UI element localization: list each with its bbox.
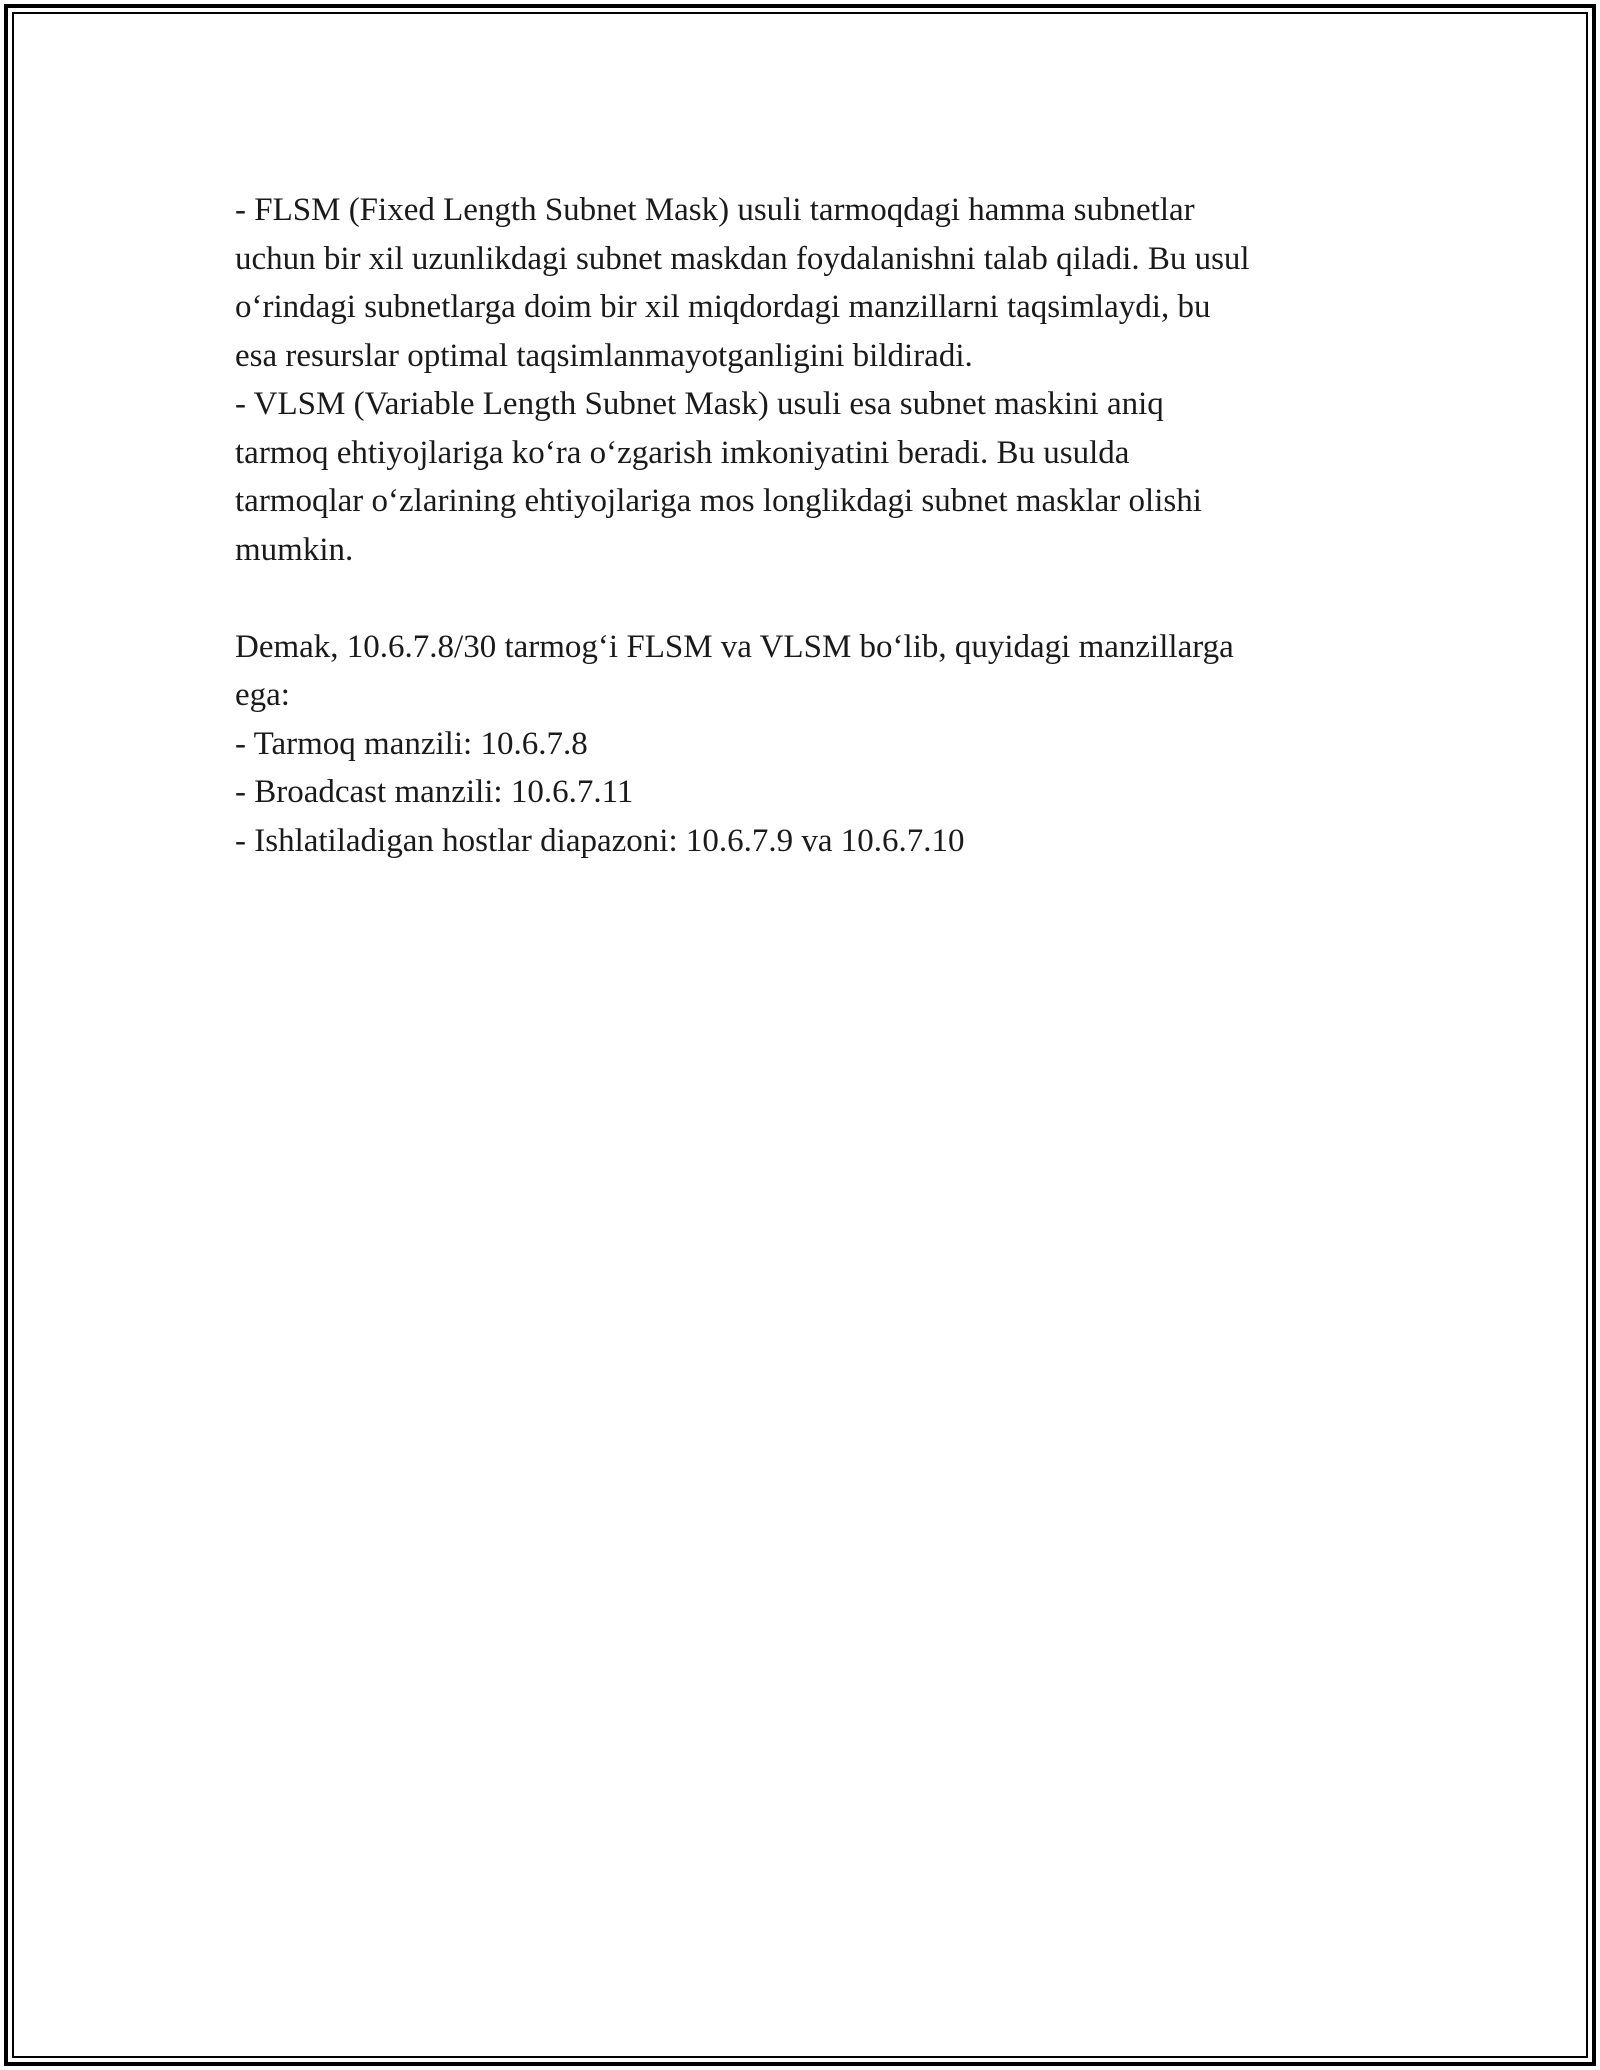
- conclusion-paragraph: [235, 623, 1375, 720]
- list-item: - Broadcast manzili: 10.6.7.11: [235, 774, 634, 810]
- text-line: - FLSM (Fixed Length Subnet Mask) usuli tarmoqdagi hamma subnetlar: [235, 192, 1195, 228]
- address-list: [235, 720, 1375, 866]
- text-line: tarmoqlar o‘zlarining ehtiyojlariga mos longlikdagi subnet masklar olishi: [235, 483, 1202, 519]
- text-line: Demak, 10.6.7.8/30 tarmog‘i FLSM va VLSM bo‘lib, quyidagi manzillarga: [235, 628, 1234, 665]
- text-line: tarmoq ehtiyojlariga ko‘ra o‘zgarish imkoniyatini beradi. Bu usulda: [235, 434, 1130, 471]
- text-line: esa resurslar optimal taqsimlanmayotganligini bildiradi.: [235, 337, 973, 374]
- vlsm-paragraph: [235, 380, 1375, 574]
- list-item: - Ishlatiladigan hostlar diapazoni: 10.6.7.9 va 10.6.7.10: [235, 822, 965, 859]
- flsm-paragraph: [235, 186, 1375, 380]
- text-line: mumkin.: [235, 531, 354, 568]
- paragraph-gap: [235, 574, 1375, 623]
- text-line: o‘rindagi subnetlarga doim bir xil miqdordagi manzillarni taqsimlaydi, bu: [235, 289, 1211, 325]
- list-item: - Tarmoq manzili: 10.6.7.8: [235, 725, 588, 762]
- text-line: uchun bir xil uzunlikdagi subnet maskdan foydalanishni talab qiladi. Bu usul: [235, 240, 1250, 277]
- document-body: [235, 186, 1375, 865]
- text-line: - VLSM (Variable Length Subnet Mask) usuli esa subnet maskini aniq: [235, 386, 1164, 422]
- text-line: ega:: [235, 677, 290, 713]
